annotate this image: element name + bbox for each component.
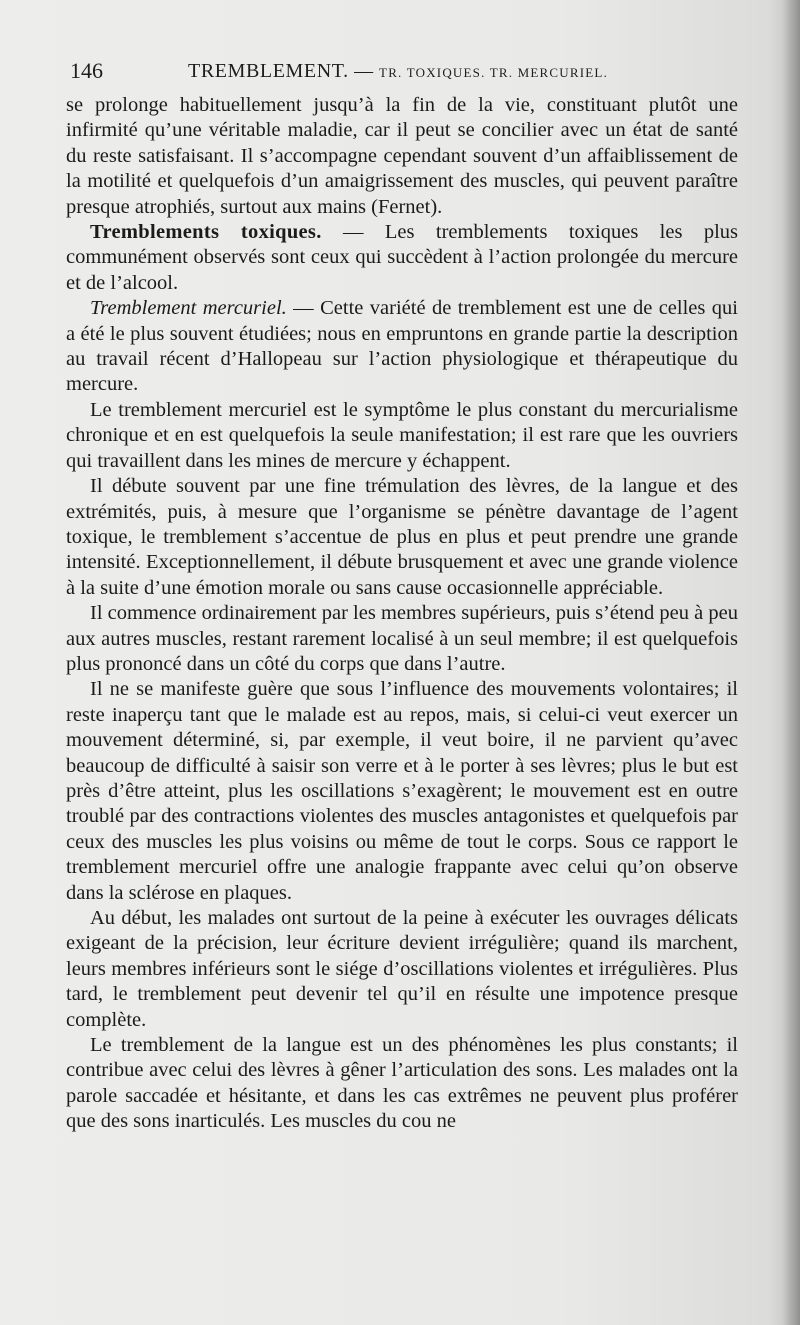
paragraph-text: se prolonge habituellement jusqu’à la fin de la vie, constituant plutôt une infirmité qu’une véritable maladie, car il peut se concilier avec un état de santé du reste satisfaisant. Il s’accompagne cependant souvent d’un affaiblissement de la motilité et quelquefois d’un amaigrissement des muscles, qui peuvent paraître presque atrophiés, surtout aux mains (Fernet). <box>66 94 738 218</box>
paragraph <box>66 93 738 220</box>
paragraph <box>66 677 738 906</box>
paragraph-section-heading <box>66 220 738 296</box>
paragraph-text: — Les tremblements toxiques les plus communément observés sont ceux qui succèdent à l’action prolongée du mercure et de l’alcool. <box>66 221 738 294</box>
paragraph <box>66 906 738 1033</box>
paragraph-text: Au début, les malades ont surtout de la peine à exécuter les ouvrages délicats exigeant de la précision, leur écriture devient irrégulière; quand ils marchent, leurs membres inférieurs sont le siége d’oscillations violentes et irrégulières. Plus tard, le tremblement peut devenir tel qu’il en résulte une impotence presque complète. <box>66 907 738 1031</box>
paragraph-text: — Cette variété de tremblement est une de celles qui a été le plus souvent étudiées; nous en empruntons en grande partie la description au travail récent d’Hallopeau sur l’action physiologique et thérapeutique du mercure. <box>66 297 738 396</box>
paragraph-section-heading <box>66 296 738 398</box>
running-title <box>188 60 608 83</box>
running-title-dash: — <box>354 61 374 82</box>
section-heading-toxiques: Tremblements toxiques. <box>90 221 322 244</box>
paragraph-text: Le tremblement de la langue est un des phénomènes les plus constants; il contribue avec celui des lèvres à gêner l’articulation des sons. Les malades ont la parole saccadée et hésitante, et dans les cas extrêmes ne peuvent plus proférer que des sons inarticulés. Les muscles du cou ne <box>66 1034 738 1133</box>
paragraph-text: Il commence ordinairement par les membres supérieurs, puis s’étend peu à peu aux autres muscles, restant rarement localisé à un seul membre; il est quelquefois plus prononcé dans un côté du corps que dans l’autre. <box>66 602 738 675</box>
paragraph-text: Il débute souvent par une fine trémulation des lèvres, de la langue et des extrémités, puis, à mesure que l’organisme se pénètre davantage de l’agent toxique, le tremblement s’accentue de plus en plus et peut prendre une grande intensité. Exceptionnellement, il débute brusquement et avec une grande violence à la suite d’une émotion morale ou sans cause occasionnelle appréciable. <box>66 475 738 599</box>
paragraph <box>66 474 738 601</box>
paragraph <box>66 601 738 677</box>
running-title-main: TREMBLEMENT. <box>188 60 349 82</box>
paragraph-text: Le tremblement mercuriel est le symptôme le plus constant du mercurialisme chronique et en est quelquefois la seule manifestation; il est rare que les ouvriers qui travaillent dans les mines de mercure y échappent. <box>66 398 738 472</box>
page-edge-shadow <box>782 0 800 1325</box>
section-heading-mercuriel: Tremblement mercuriel. <box>90 297 287 320</box>
paragraph-text: Il ne se manifeste guère que sous l’influence des mouvements volontaires; il reste inaperçu tant que le malade est au repos, mais, si celui-ci veut exercer un mouvement déterminé, si, par exemple, il veut boire, il ne parvient qu’avec beaucoup de difficulté à saisir son verre et à le porter à ses lèvres; plus le but est près d’être atteint, plus les oscillations s’exagèrent; le mouvement est en outre troublé par des contractions violentes des muscles antagonistes et quelquefois par ceux des muscles les plus voisins ou même de tout le corps. Sous ce rapport le tremblement mercuriel offre une analogie frappante avec celui qu’on observe dans la sclérose en plaques. <box>66 678 738 904</box>
running-title-sub: TR. TOXIQUES. TR. MERCURIEL. <box>379 65 609 80</box>
running-header <box>66 58 738 88</box>
body-text <box>66 93 738 1135</box>
paragraph <box>66 1033 738 1135</box>
page-number: 146 <box>70 58 103 83</box>
paragraph <box>66 398 738 474</box>
